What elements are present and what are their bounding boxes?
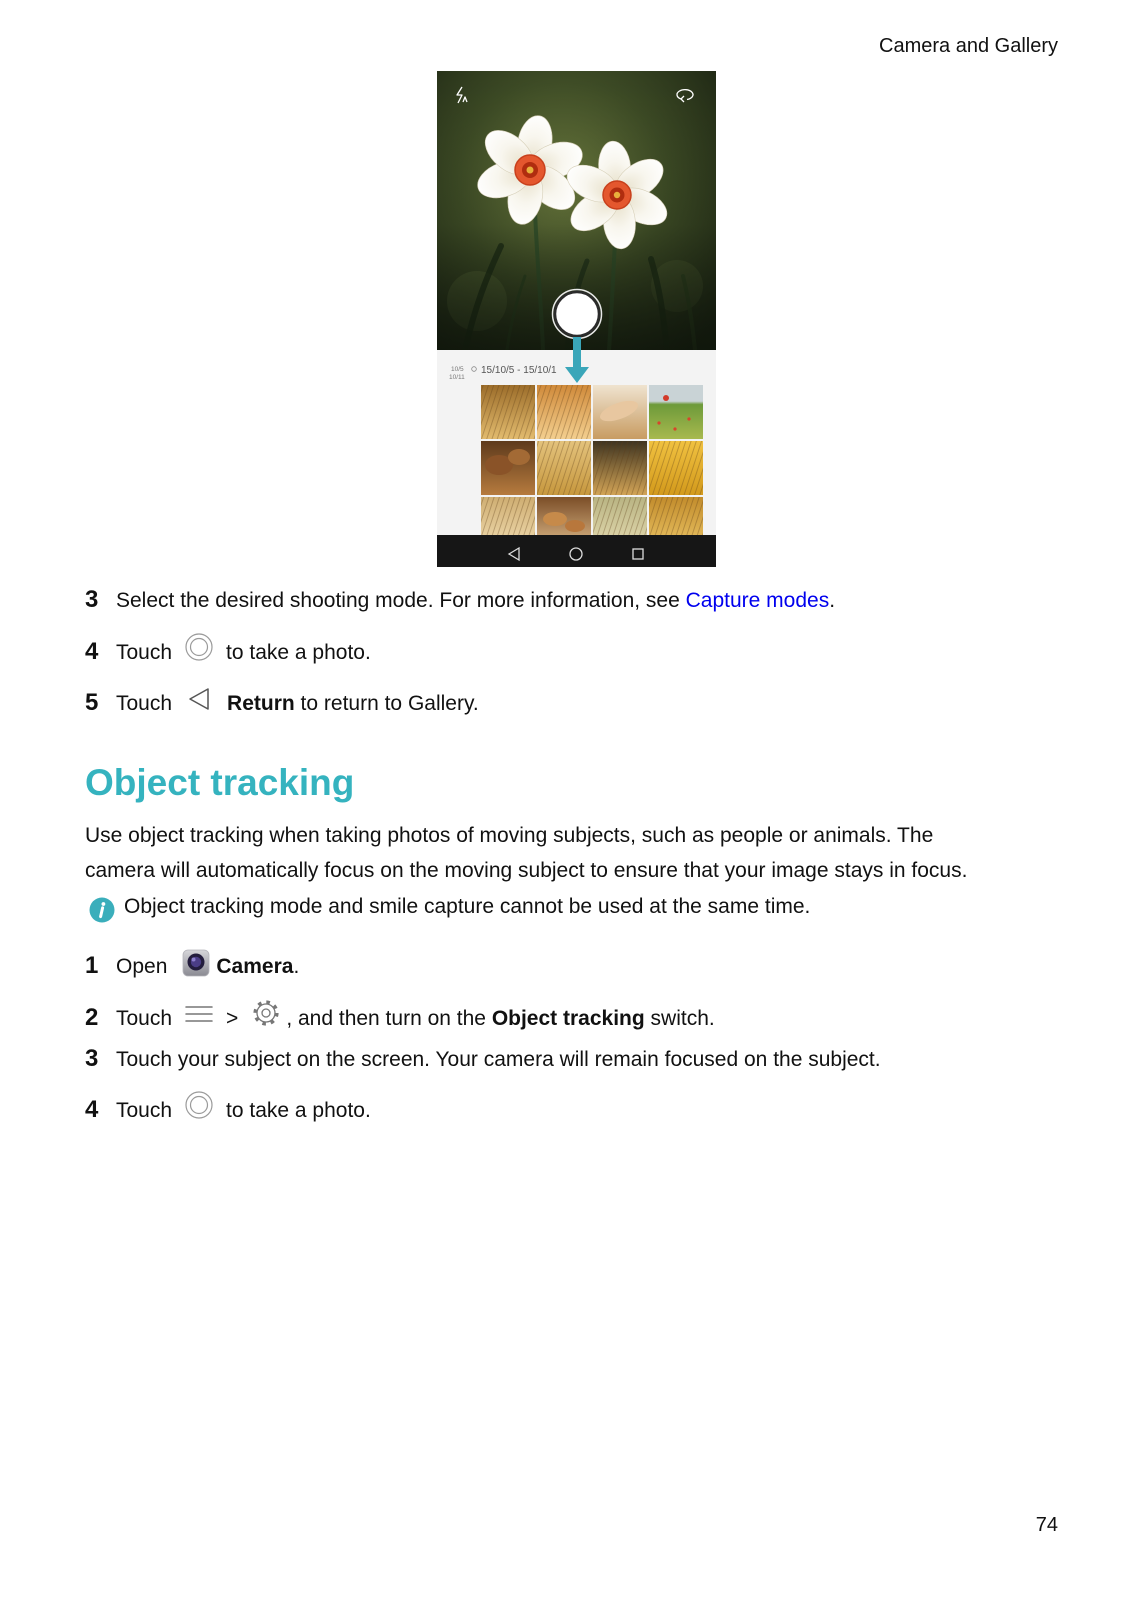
step-open-camera bbox=[0, 952, 1132, 982]
step-number: 2 bbox=[85, 1004, 99, 1031]
step-number: 5 bbox=[85, 689, 99, 716]
settings-gear-icon bbox=[252, 999, 280, 1027]
object-tracking-label: Object tracking bbox=[491, 1007, 645, 1030]
step-text bbox=[116, 952, 299, 982]
step-number: 4 bbox=[85, 1096, 99, 1123]
return-label: Return bbox=[227, 692, 295, 715]
step-enable-tracking bbox=[0, 1004, 1132, 1034]
step-text-after: to return to Gallery. bbox=[294, 692, 479, 715]
step-number: 3 bbox=[85, 586, 99, 613]
step-text-after: to take a photo. bbox=[226, 641, 371, 664]
step-text-before: Touch bbox=[116, 1099, 173, 1122]
step-text bbox=[116, 638, 371, 668]
step-touch-subject bbox=[0, 1045, 1132, 1075]
capture-modes-link[interactable]: Capture modes bbox=[685, 589, 830, 612]
step-take-photo bbox=[0, 638, 1132, 668]
step-return-gallery bbox=[0, 689, 1132, 719]
step-text bbox=[116, 1096, 371, 1126]
step-text-body: Select the desired shooting mode. For more information, see bbox=[116, 589, 686, 612]
camera-app-icon bbox=[182, 949, 210, 977]
step-text-middle: , and then turn on the bbox=[286, 1007, 492, 1030]
gallery-thumbnail bbox=[649, 385, 703, 439]
timeline-end-label: 10/11 bbox=[449, 374, 465, 381]
timeline-start-label: 10/5 bbox=[451, 366, 464, 373]
shutter-icon bbox=[184, 1090, 214, 1120]
step-number: 1 bbox=[85, 952, 99, 979]
step-text: Touch your subject on the screen. Your camera will remain focused on the subject. bbox=[116, 1048, 881, 1071]
step-text-end: . bbox=[829, 589, 836, 612]
step-text-before: Open bbox=[116, 955, 168, 978]
page-number: 74 bbox=[1035, 1514, 1058, 1536]
step-text-after: . bbox=[293, 955, 300, 978]
camera-gallery-screenshot bbox=[437, 71, 716, 567]
note-text: Object tracking mode and smile capture cannot be used at the same time. bbox=[124, 895, 811, 918]
camera-label: Camera bbox=[216, 955, 294, 978]
menu-separator: > bbox=[226, 1007, 239, 1030]
info-icon bbox=[89, 897, 115, 923]
step-select-mode bbox=[0, 586, 1132, 616]
step-text-before: Touch bbox=[116, 641, 173, 664]
step-text bbox=[116, 1004, 715, 1034]
step-text-before: Touch bbox=[116, 692, 173, 715]
back-icon bbox=[186, 686, 212, 712]
menu-icon bbox=[184, 1002, 214, 1026]
step-number: 3 bbox=[85, 1045, 99, 1072]
step-number: 4 bbox=[85, 638, 99, 665]
step-text bbox=[116, 689, 479, 719]
section-heading: Object tracking bbox=[85, 762, 355, 803]
shutter-icon bbox=[184, 632, 214, 662]
step-text bbox=[116, 586, 835, 616]
step-text-after: switch. bbox=[644, 1007, 715, 1030]
paragraph-line: Use object tracking when taking photos of moving subjects, such as people or animals. The bbox=[85, 824, 934, 847]
nav-bar bbox=[437, 535, 716, 567]
running-header: Camera and Gallery bbox=[879, 35, 1058, 57]
paragraph-line: camera will automatically focus on the moving subject to ensure that your image stays in focus. bbox=[85, 859, 968, 882]
step-text-after: to take a photo. bbox=[226, 1099, 371, 1122]
gallery-date-range: 15/10/5 - 15/10/1 bbox=[481, 365, 557, 376]
shutter-button bbox=[555, 292, 599, 336]
step-take-photo bbox=[0, 1096, 1132, 1126]
step-text-before: Touch bbox=[116, 1007, 173, 1030]
